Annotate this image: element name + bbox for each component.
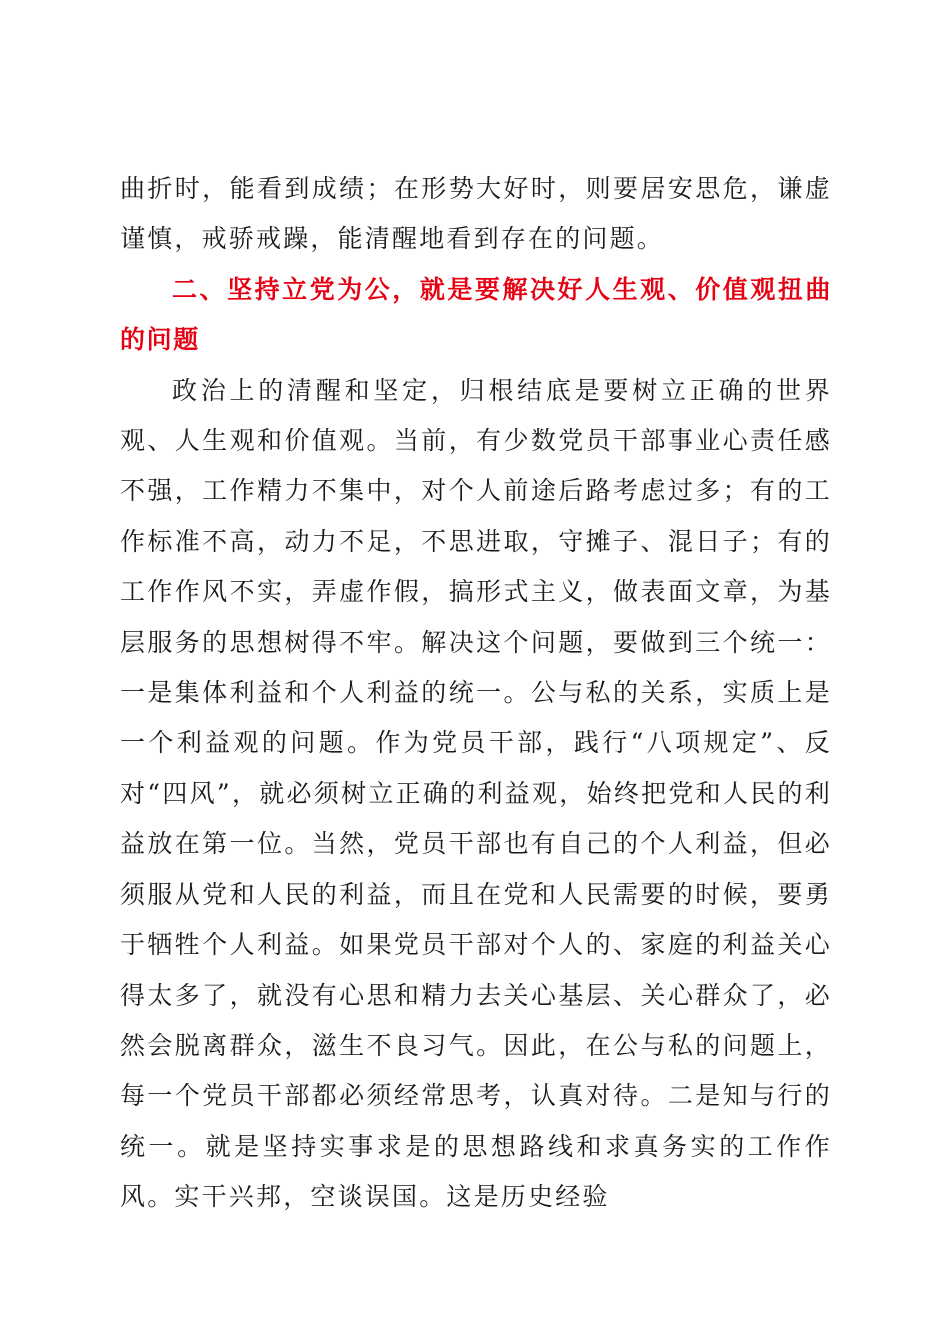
document-body (120, 164, 832, 1223)
section-heading: 二、坚持立党为公，就是要解决好人生观、价值观扭曲的问题 (120, 274, 832, 355)
paragraph-body: 政治上的清醒和坚定，归根结底是要树立正确的世界观、人生观和价值观。当前，有少数党员干部事业心责任感不强，工作精力不集中，对个人前途后路考虑过多；有的工作标准不高，动力不足，不思进取，守摊子、混日子；有的工作作风不实，弄虚作假，搞形式主义，做表面文章，为基层服务的思想树得不牢。解决这个问题，要做到三个统一：一是集体利益和个人利益的统一。公与私的关系，实质上是一个利益观的问题。作为党员干部，践行“八项规定”、反对“四风”，就必须树立正确的利益观，始终把党和人民的利益放在第一位。当然，党员干部也有自己的个人利益，但必须服从党和人民的利益，而且在党和人民需要的时候，要勇于牺牲个人利益。如果党员干部对个人的、家庭的利益关心得太多了，就没有心思和精力去关心基层、关心群众了，必然会脱离群众，滋生不良习气。因此，在公与私的问题上，每一个党员干部都必须经常思考，认真对待。二是知与行的统一。就是坚持实事求是的思想路线和求真务实的工作作风。实干兴邦，空谈误国。这是历史经验 (120, 375, 832, 1212)
paragraph-continuation: 曲折时，能看到成绩；在形势大好时，则要居安思危，谦虚谨慎，戒骄戒躁，能清醒地看到存在的问题。 (120, 174, 832, 254)
